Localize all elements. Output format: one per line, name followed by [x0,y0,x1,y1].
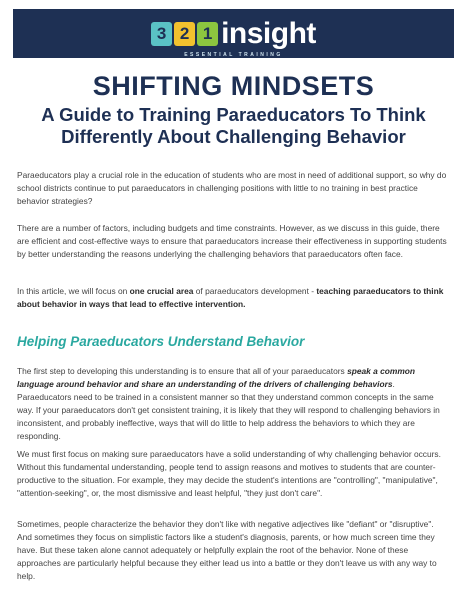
document-title: SHIFTING MINDSETS [92,71,375,101]
header-banner [13,9,454,58]
brand-logo [151,16,316,58]
emphasis-one-crucial-area: one crucial area [129,286,194,296]
body-paragraph-2: We must first focus on making sure paraeducators have a solid understanding of why challenging behavior occurs. Without this fundamental understanding, people tend to assign reasons and motives to students that are counter-productive to the situation. For example, they may decide the student's intentions are "controlling", "manipulative", "attention-seeking", or, the most dismissive and least helpful, "they just don't care". [17,449,441,498]
text-run: In this article, we will focus on [17,286,130,296]
logo-digit-3: 3 [151,22,172,46]
text-run: The first step to developing this understanding is to ensure that all of your paraeducators [17,366,348,376]
text-run: of paraeducators development - [193,286,317,296]
intro-paragraph-3 [17,285,449,311]
logo-digit-2: 2 [174,22,195,46]
document-subtitle: A Guide to Training Paraeducators To Think Differently About Challenging Behavior [41,104,426,147]
text-run: . Paraeducators need to be trained in a consistent manner so that they understand common concepts in the same way. If your paraeducators don't get consistent training, it is likely that they will respond to challenging behaviors in inconsistent, and probably ineffective, ways that will do little to help address the behaviors to which they are responding. [17,379,440,441]
emphasis-teaching-paraeducators: teaching paraeducators to think about behavior in ways that lead to effective intervention. [17,286,444,309]
body-paragraph-3: Sometimes, people characterize the behavior they don't like with negative adjectives like "defiant" or "disruptive". And sometimes they focus on simplistic factors like a student's diagnosis, parents, or how much screen time they have. But these taken alone cannot adequately or helpfully explain the root of the behavior. None of these approaches are particularly helpful because they either lead us into a battle or they don't leave us with any way to help. [17,519,437,581]
logo-wordmark: insight [221,16,316,50]
intro-paragraph-2: There are a number of factors, including budgets and time constraints. However, as we discuss in this guide, there are efficient and cost-effective ways to ensure that paraeducators increase their effectiveness in supporting students by better understanding the reasons underlying the challenging behaviors that paraeducators often face. [17,223,447,259]
logo-digit-1: 1 [197,22,218,46]
logo-number-boxes [151,22,218,46]
logo-tagline: ESSENTIAL TRAINING [184,51,283,58]
intro-paragraph-1: Paraeducators play a crucial role in the education of students who are most in need of additional support, so why do school districts continue to put paraeducators in challenging positions with little to no training in best practice behavior strategies? [17,170,447,206]
body-paragraph-1 [17,365,449,443]
emphasis-common-language: speak a common language around behavior and share an understanding of the drivers of challenging behaviors [17,366,416,389]
section-heading: Helping Paraeducators Understand Behavior [17,334,305,349]
